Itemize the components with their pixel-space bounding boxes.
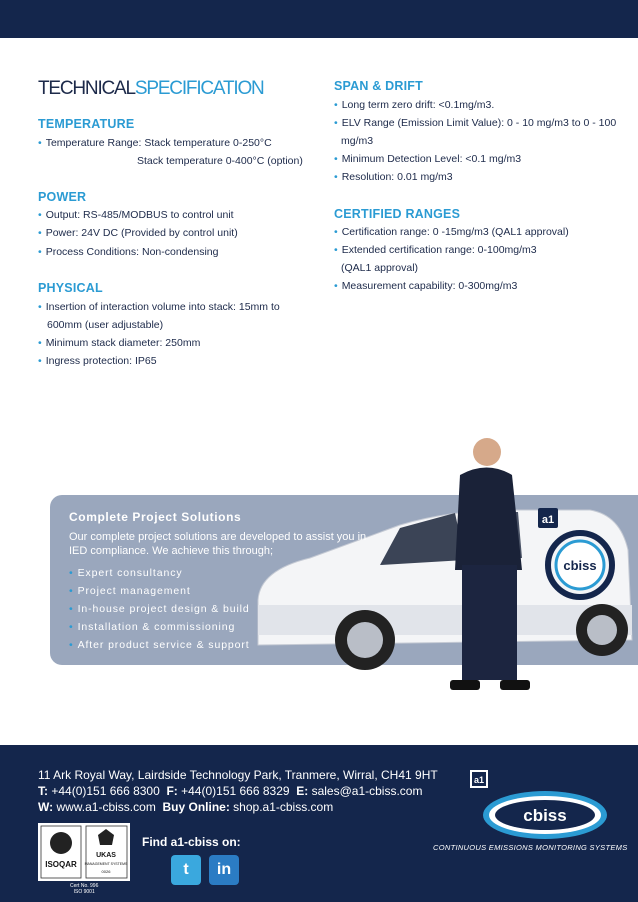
physical-item: • Ingress protection: IP65 xyxy=(38,355,157,367)
brand-tagline: CONTINUOUS EMISSIONS MONITORING SYSTEMS xyxy=(433,843,628,852)
website-link[interactable]: www.a1-cbiss.com xyxy=(56,800,156,814)
van-logo-text: cbiss xyxy=(563,558,597,573)
power-heading: POWER xyxy=(38,190,87,204)
top-banner xyxy=(0,0,638,38)
certification-logos xyxy=(38,823,130,881)
panel-list-item: • After product service & support xyxy=(69,639,250,651)
certified-item: • Certification range: 0 -15mg/m3 (QAL1 approval) xyxy=(334,226,569,238)
ukas-text: UKAS xyxy=(96,852,116,859)
a1-cbiss-logo xyxy=(470,770,610,842)
ukas-number: 0026 xyxy=(101,869,111,874)
logo-cbiss-text: cbiss xyxy=(523,806,567,825)
span-item: • ELV Range (Emission Limit Value): 0 - 10 mg/m3 to 0 - 100 xyxy=(334,117,617,129)
span-drift-heading: SPAN & DRIFT xyxy=(334,79,423,93)
certified-item-cont: (QAL1 approval) xyxy=(341,262,419,274)
cert-note: Cert No. 996 ISO 9001 xyxy=(70,883,99,895)
shop-link[interactable]: shop.a1-cbiss.com xyxy=(233,800,334,814)
temperature-item: • Temperature Range: Stack temperature 0-250°C xyxy=(38,137,272,149)
physical-item: • Minimum stack diameter: 250mm xyxy=(38,337,201,349)
span-item: • Minimum Detection Level: <0.1 mg/m3 xyxy=(334,153,522,165)
phone-number[interactable]: +44(0)151 666 8300 xyxy=(51,784,160,798)
panel-list-item: • Project management xyxy=(69,585,191,597)
panel-title: Complete Project Solutions xyxy=(69,510,242,524)
span-item-cont: mg/m3 xyxy=(341,135,374,147)
physical-heading: PHYSICAL xyxy=(38,281,103,295)
power-item: • Output: RS-485/MODBUS to control unit xyxy=(38,209,234,221)
page-title: TECHNICALSPECIFICATION xyxy=(38,78,264,99)
power-item: • Process Conditions: Non-condensing xyxy=(38,246,219,258)
panel-intro: Our complete project solutions are developed to assist you in IED compliance. We achieve this through; xyxy=(69,531,367,557)
certified-item: • Measurement capability: 0-300mg/m3 xyxy=(334,280,518,292)
power-item: • Power: 24V DC (Provided by control unit) xyxy=(38,227,238,239)
isoqar-text: ISOQAR xyxy=(45,860,77,869)
panel-list-item: • In-house project design & build xyxy=(69,603,250,615)
physical-item-cont: 600mm (user adjustable) xyxy=(47,319,164,331)
van-and-technician-photo xyxy=(250,430,638,710)
email-link[interactable]: sales@a1-cbiss.com xyxy=(311,784,423,798)
temperature-item-cont: Stack temperature 0-400°C (option) xyxy=(137,155,303,167)
span-item: • Long term zero drift: <0.1mg/m3. xyxy=(334,99,495,111)
panel-list-item: • Installation & commissioning xyxy=(69,621,236,633)
twitter-icon[interactable]: t xyxy=(171,855,201,885)
fax-number: +44(0)151 666 8329 xyxy=(181,784,290,798)
find-us-label: Find a1-cbiss on: xyxy=(142,835,241,849)
span-item: • Resolution: 0.01 mg/m3 xyxy=(334,171,453,183)
temperature-heading: TEMPERATURE xyxy=(38,117,135,131)
footer-address: 11 Ark Royal Way, Lairdside Technology Park, Tranmere, Wirral, CH41 9HT xyxy=(38,768,438,782)
ukas-subtext: MANAGEMENT SYSTEMS xyxy=(84,862,128,866)
logo-a1-text: a1 xyxy=(473,775,485,785)
physical-item: • Insertion of interaction volume into stack: 15mm to xyxy=(38,301,280,313)
van-a1-badge: a1 xyxy=(541,514,555,526)
certified-item: • Extended certification range: 0-100mg/m3 xyxy=(334,244,537,256)
certified-ranges-heading: CERTIFIED RANGES xyxy=(334,207,461,221)
footer-contact-line: T: +44(0)151 666 8300 F: +44(0)151 666 8329 E: sales@a1-cbiss.com xyxy=(38,784,423,798)
linkedin-icon[interactable]: in xyxy=(209,855,239,885)
footer-web-line: W: www.a1-cbiss.com Buy Online: shop.a1-cbiss.com xyxy=(38,800,334,814)
panel-list-item: • Expert consultancy xyxy=(69,567,183,579)
